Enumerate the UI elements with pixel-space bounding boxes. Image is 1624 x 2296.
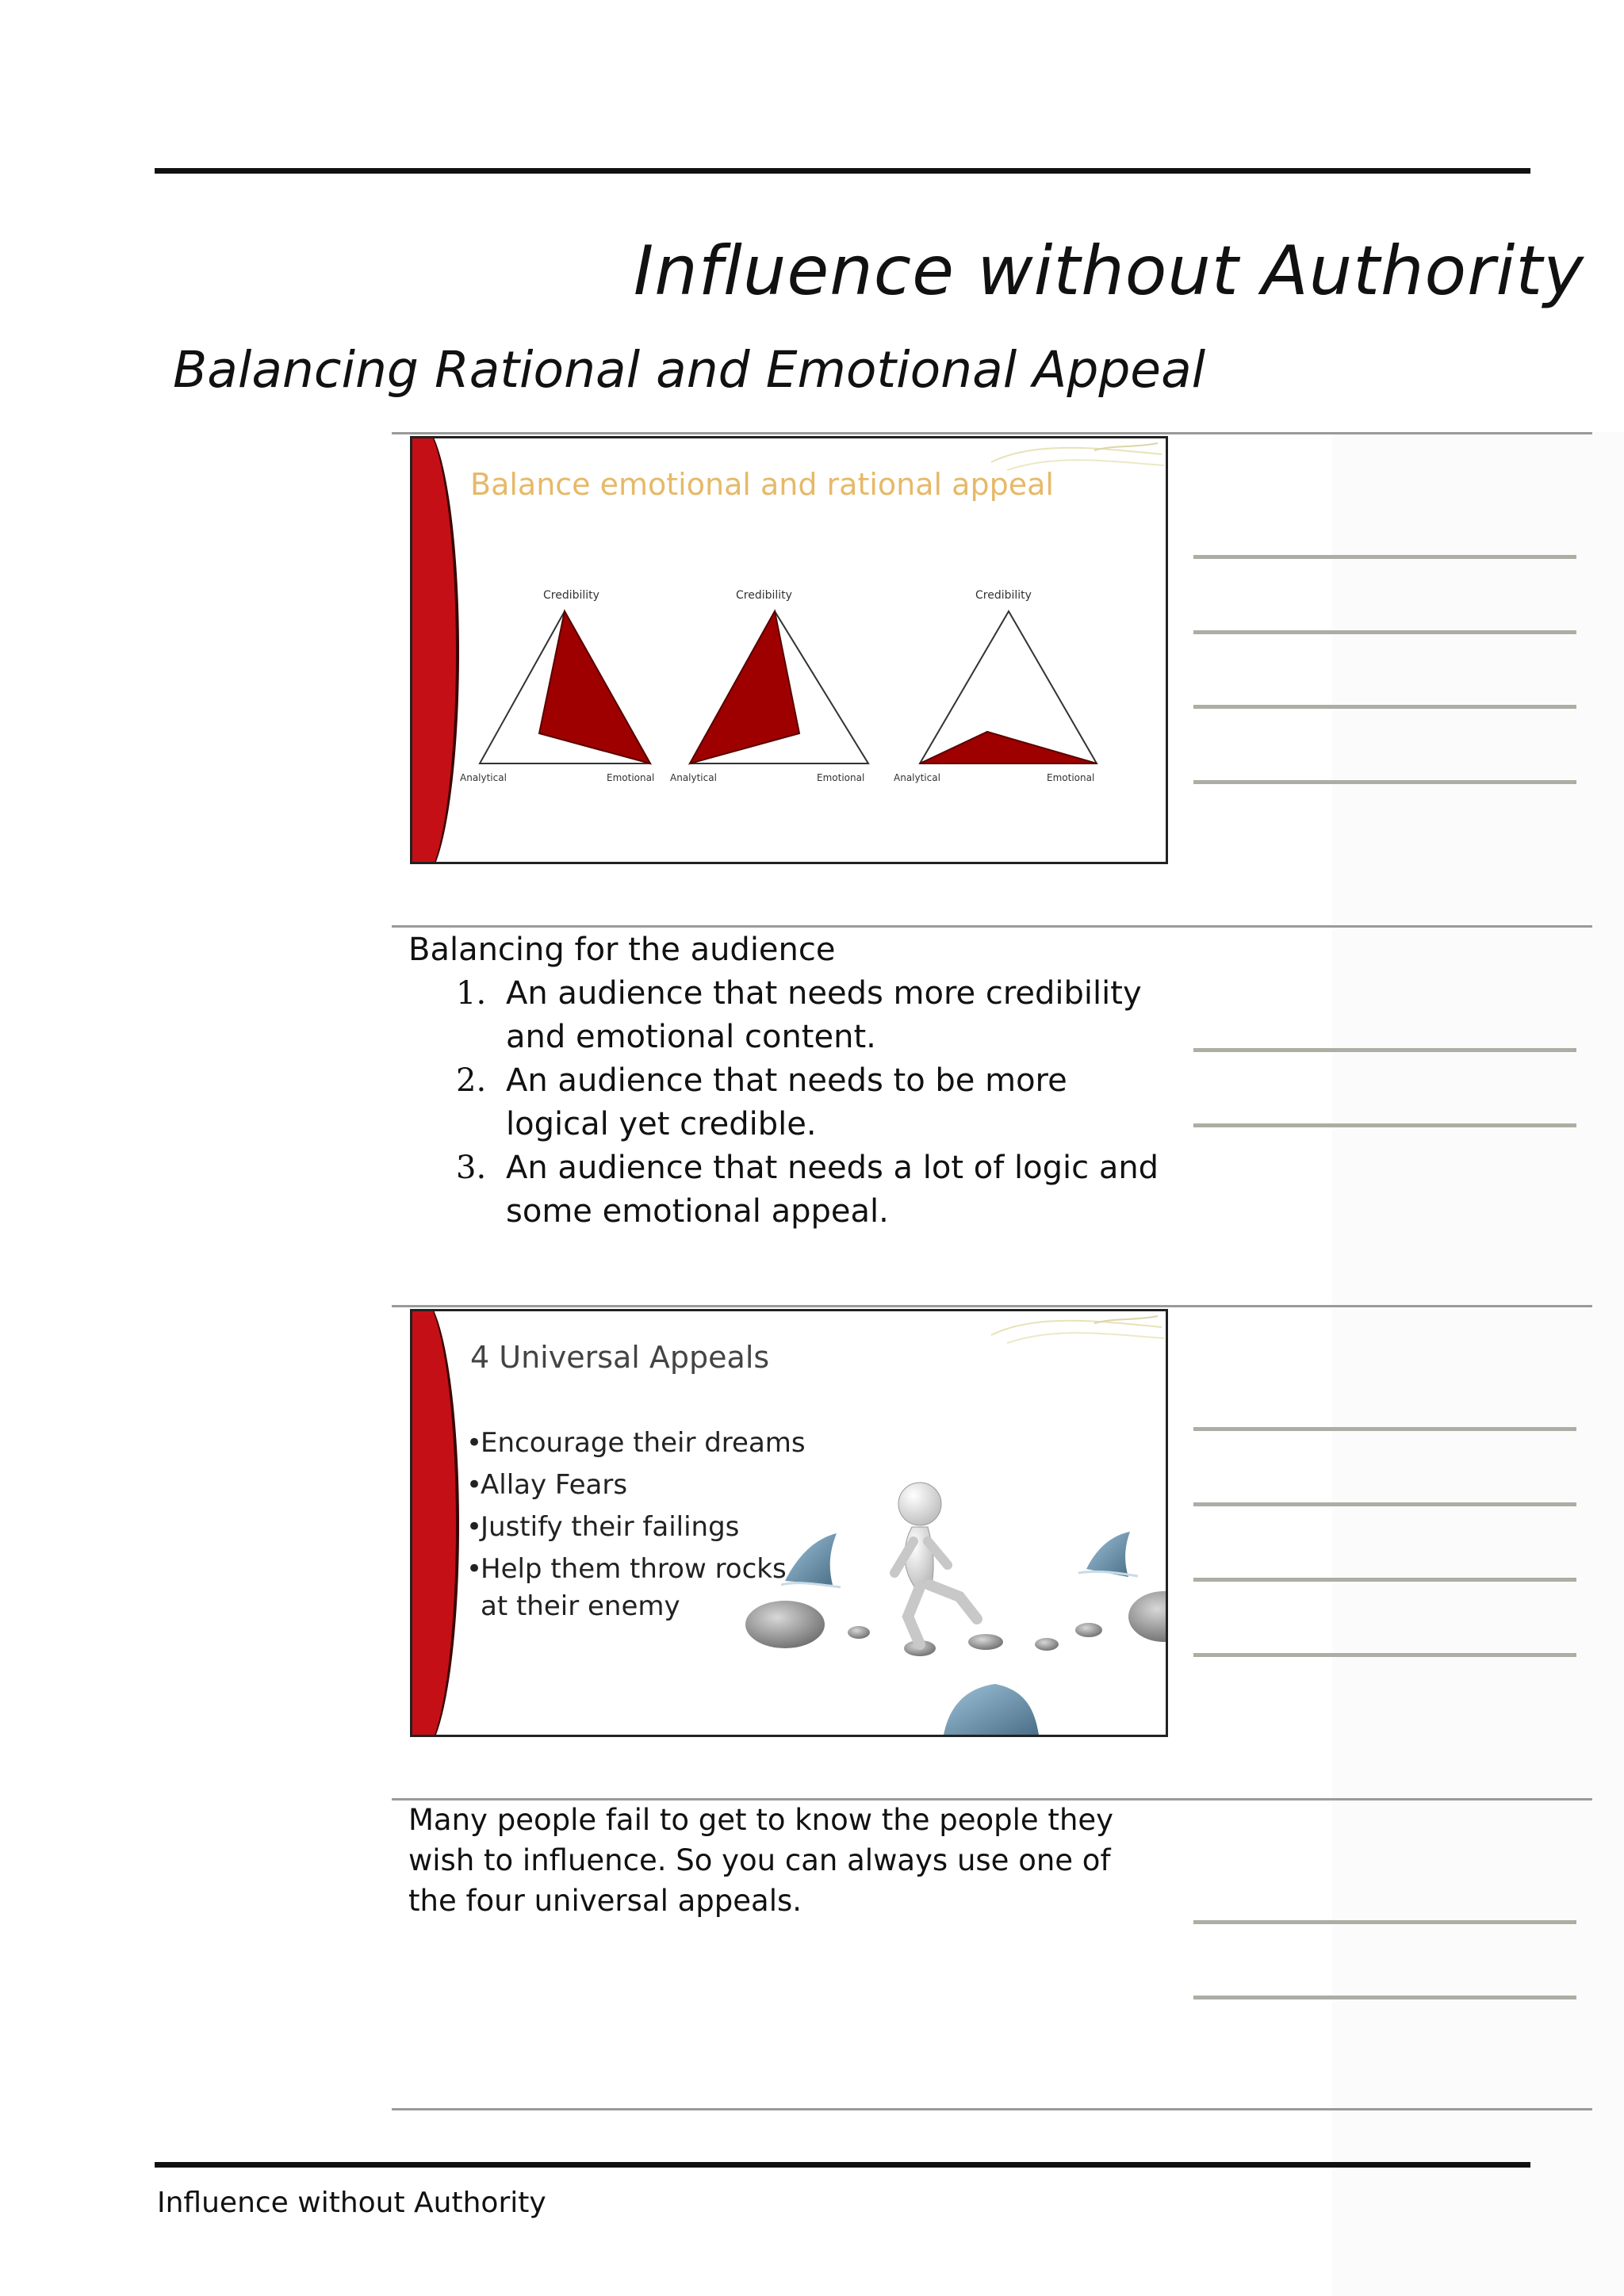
list-number: 1. (456, 975, 487, 1012)
vertex-label-right: Emotional (817, 772, 865, 783)
list-text: An audience that needs a lot of logic and some emotional appeal. (506, 1150, 1159, 1230)
list-item (408, 1059, 1170, 1146)
vertex-label-top: Credibility (543, 589, 599, 602)
audience-list (408, 972, 1170, 1234)
appeal-area-1 (539, 611, 650, 763)
bullet-item: •Encourage their dreams (466, 1427, 806, 1459)
vertex-label-top: Credibility (736, 589, 792, 602)
notes-audience (408, 928, 1170, 1234)
list-text: An audience that needs to be more logical yet credible. (506, 1062, 1067, 1142)
row-separator (392, 2108, 1592, 2110)
slide-thumbnail-balance (410, 436, 1168, 864)
shark-fin-icon (944, 1684, 1039, 1735)
shark-fin-icon (1078, 1532, 1138, 1577)
appeal-triangle-2 (670, 589, 868, 783)
note-line (1193, 1048, 1576, 1052)
footer-text: Influence without Authority (157, 2187, 546, 2219)
notes-column-background (1332, 432, 1624, 2296)
note-line (1193, 555, 1576, 559)
notes-universal-appeals: Many people fail to get to know the people they wish to influence. So you can always use one of the four universal appeals. (408, 1803, 1114, 1918)
slide-title: Balance emotional and rational appeal (470, 467, 1054, 502)
appeal-area-2 (690, 611, 799, 763)
document-title: Influence without Authority (633, 232, 1584, 311)
appeal-triangle-1 (460, 589, 654, 783)
vertex-label-left: Analytical (670, 772, 717, 783)
bullet-item: •Justify their failings (466, 1511, 740, 1543)
note-line (1193, 1996, 1576, 1999)
vertex-label-left: Analytical (894, 772, 940, 783)
section-title: Balancing Rational and Emotional Appeal (173, 341, 1206, 399)
stick-figure-icon (894, 1483, 977, 1644)
bullet-item: •Help them throw rocks (466, 1553, 787, 1585)
row-separator (392, 1305, 1592, 1307)
row-separator (392, 432, 1592, 434)
note-line (1193, 1920, 1576, 1924)
note-line (1193, 780, 1576, 784)
note-line (1193, 705, 1576, 709)
note-line (1193, 1578, 1576, 1582)
appeal-triangle-3 (894, 589, 1097, 783)
bullet-item-continuation: at their enemy (481, 1590, 680, 1622)
list-number: 3. (456, 1150, 487, 1186)
bullet-item: •Allay Fears (466, 1469, 628, 1501)
note-line (1193, 630, 1576, 634)
slide-thumbnail-universal-appeals (410, 1309, 1168, 1737)
note-line (1193, 1502, 1576, 1506)
header-rule (155, 168, 1530, 174)
note-line (1193, 1653, 1576, 1657)
vertex-label-top: Credibility (975, 589, 1032, 602)
appeal-triangles-diagram (412, 438, 1166, 862)
stepping-stones-illustration (412, 1311, 1166, 1735)
note-line (1193, 1427, 1576, 1431)
note-line (1193, 1123, 1576, 1127)
list-item (408, 972, 1170, 1059)
list-item (408, 1146, 1170, 1234)
vertex-label-right: Emotional (1047, 772, 1095, 783)
vertex-label-right: Emotional (607, 772, 655, 783)
list-number: 2. (456, 1062, 487, 1099)
slide-title: 4 Universal Appeals (470, 1340, 770, 1375)
footer-rule (155, 2162, 1530, 2168)
list-text: An audience that needs more credibility and emotional content. (506, 975, 1142, 1055)
shark-fin-icon (781, 1533, 841, 1587)
notes-heading: Balancing for the audience (408, 932, 836, 968)
appeal-area-3 (920, 732, 1097, 763)
vertex-label-left: Analytical (460, 772, 507, 783)
